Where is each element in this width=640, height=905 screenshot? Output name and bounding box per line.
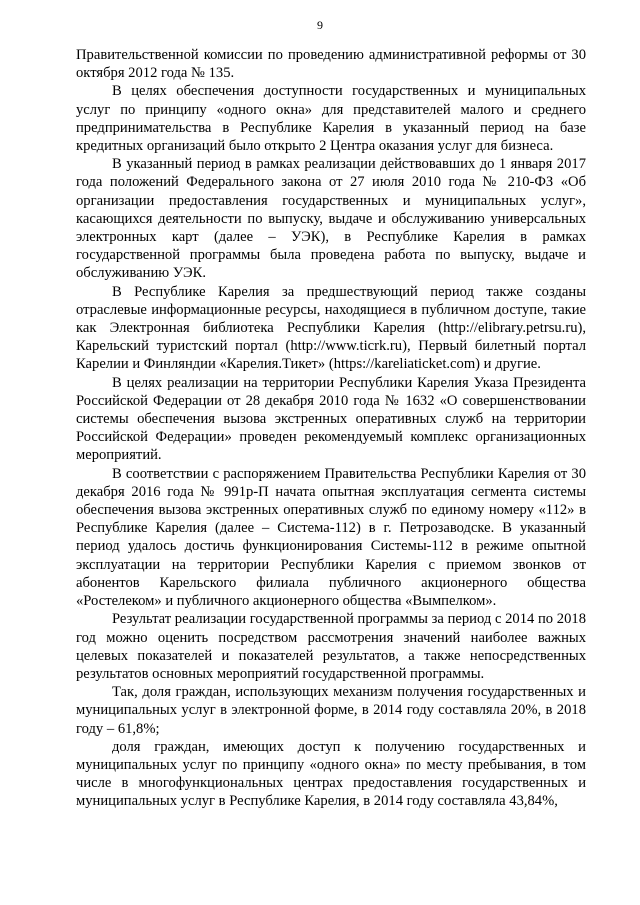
- paragraph-information-resources: В Республике Карелия за предшествующий период также созданы отраслевые информационные ресурсы, находящиеся в публичном доступе, такие как Электронная библиотека Республики Карелия (http://elibrary.petrsu.ru), Карельский туристский портал (http://www.ticrk.ru), Первый билетный портал Карелии и Финляндии «Карелия.Тикет» (https://kareliaticket.com) и другие.: [76, 283, 586, 373]
- page-number: 9: [317, 18, 323, 32]
- paragraph-business-service-centers: В целях обеспечения доступности государственных и муниципальных услуг по принципу «одного окна» для представителей малого и среднего предпринимательства в Республике Карелия в указанный период на базе кредитных организаций было открыто 2 Центра оказания услуг для бизнеса.: [76, 83, 586, 155]
- paragraph-commission-continuation: Правительственной комиссии по проведению административной реформы от 30 октября 2012 года № 135.: [76, 47, 586, 82]
- paragraph-electronic-services-share: Так, доля граждан, использующих механизм получения государственных и муниципальных услуг в электронной форме, в 2014 году составляла 20%, в 2018 году – 61,8%;: [76, 684, 586, 737]
- document-body: [76, 46, 586, 811]
- paragraph-emergency-services-decree: В целях реализации на территории Республики Карелия Указа Президента Российской Федерации от 28 декабря 2010 года № 1632 «О совершенствовании системы обеспечения вызова экстренных оперативных служб на территории Российской Федерации» проведен рекомендуемый комплекс организационных мероприятий.: [76, 374, 586, 464]
- paragraph-one-window-share: доля граждан, имеющих доступ к получению государственных и муниципальных услуг по принципу «одного окна» по месту пребывания, в том числе в многофункциональных центрах предоставления государственных и муниципальных услуг в Республике Карелия, в 2014 году составляла 43,84%,: [76, 738, 586, 810]
- paragraph-system-112: В соответствии с распоряжением Правительства Республики Карелия от 30 декабря 2016 года № 991р-П начата опытная эксплуатация сегмента системы обеспечения вызова экстренных оперативных служб по единому номеру «112» в Республике Карелия (далее – Система-112) в г. Петрозаводске. В указанный период удалось достичь функционирования Системы-112 в режиме опытной эксплуатации на территории Республики Карелия с приемом звонков от абонентов Карельского филиала публичного акционерного общества «Ростелеком» и публичного акционерного общества «Вымпелком».: [76, 465, 586, 610]
- paragraph-program-results: Результат реализации государственной программы за период с 2014 по 2018 год можно оценить посредством рассмотрения значений наиболее важных целевых показателей и показателей результатов, а также непосредственных результатов основных мероприятий государственной программы.: [76, 611, 586, 682]
- paragraph-universal-electronic-cards: В указанный период в рамках реализации действовавших до 1 января 2017 года положений Федерального закона от 27 июля 2010 года № 210-ФЗ «Об организации предоставления государственных и муниципальных услуг», касающихся деятельности по выпуску, выдаче и обслуживанию универсальных электронных карт (далее – УЭК), в Республике Карелия в рамках государственной программы была проведена работа по выпуску, выдаче и обслуживанию УЭК.: [76, 156, 586, 282]
